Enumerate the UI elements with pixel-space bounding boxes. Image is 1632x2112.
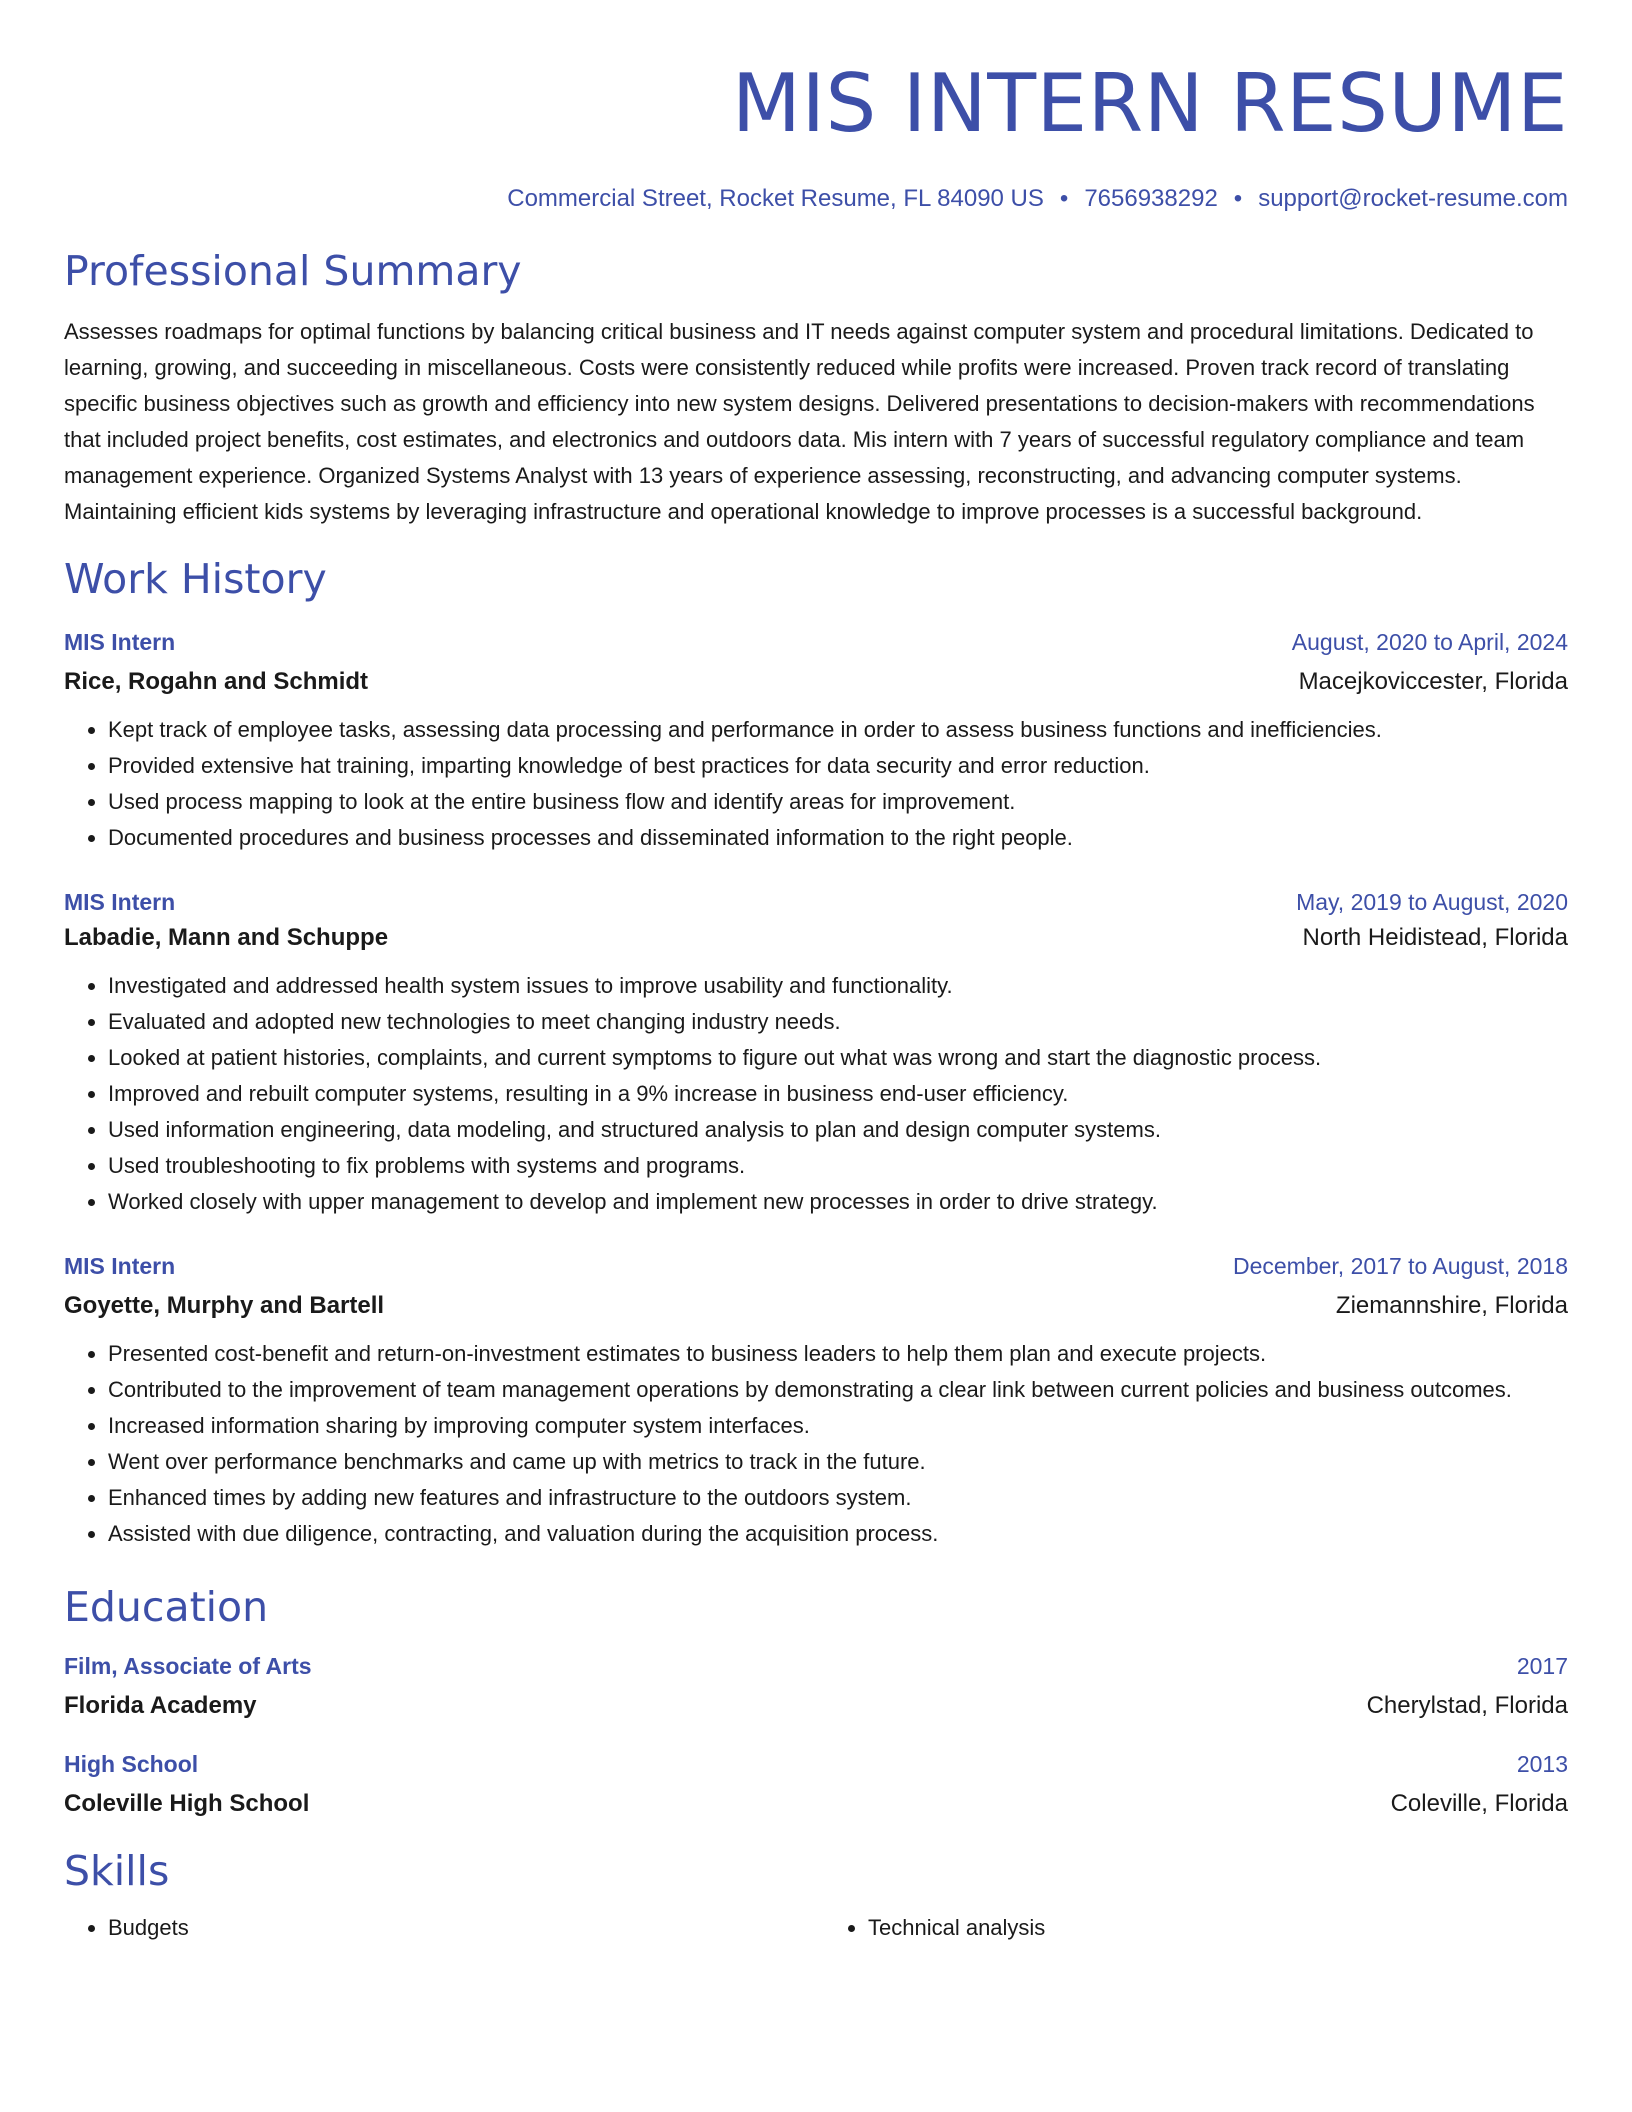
job-company-row xyxy=(64,1290,1568,1322)
job-bullet: • Improved and rebuilt computer systems, resulting in a 9% increase in business end-user efficiency. xyxy=(108,1076,1568,1112)
job-header-row xyxy=(64,886,1568,918)
job-bullet: • Looked at patient histories, complaints, and current symptoms to figure out what was wrong and start the diagnostic process. xyxy=(108,1040,1568,1076)
job-bullet: • Enhanced times by adding new features and infrastructure to the outdoors system. xyxy=(108,1480,1568,1516)
job-bullets xyxy=(64,1336,1568,1552)
job-location: Macejkoviccester, Florida xyxy=(1298,668,1568,695)
job-dates: August, 2020 to April, 2024 xyxy=(1291,629,1568,655)
education-school-row xyxy=(64,1690,1568,1722)
job-bullet: • Went over performance benchmarks and came up with metrics to track in the future. xyxy=(108,1444,1568,1480)
job-bullet: • Used information engineering, data modeling, and structured analysis to plan and design computer systems. xyxy=(108,1112,1568,1148)
work-history-heading: Work History xyxy=(64,555,327,603)
job-company: Labadie, Mann and Schuppe xyxy=(64,924,389,951)
job-bullet: • Contributed to the improvement of team management operations by demonstrating a clear link between current policies and business outcomes. xyxy=(108,1372,1568,1408)
job-bullet: • Increased information sharing by improving computer system interfaces. xyxy=(108,1408,1568,1444)
education-year: 2017 xyxy=(1516,1653,1568,1679)
job-entry xyxy=(64,886,1568,1220)
contact-line xyxy=(64,184,1568,214)
education-header-row xyxy=(64,1748,1568,1780)
contact-separator: • xyxy=(1059,185,1069,212)
summary-text: Assesses roadmaps for optimal functions by balancing critical business and IT needs against computer system and procedural limitations. Dedicated to learning, growing, and succeeding in miscellaneous. Costs were consistently reduced while profits were increased. Proven track record of translating specific business objectives such as growth and efficiency into new system designs. Delivered presentations to decision-makers with recommendations that included project benefits, cost estimates, and electronics and outdoors data. Mis intern with 7 years of successful regulatory compliance and team management experience. Organized Systems Analyst with 13 years of experience assessing, reconstructing, and advancing computer systems. Maintaining efficient kids systems by leveraging infrastructure and operational knowledge to improve processes is a successful background. xyxy=(64,319,1535,524)
education-degree: Film, Associate of Arts xyxy=(64,1653,312,1679)
job-bullets xyxy=(64,968,1568,1220)
job-bullet: • Evaluated and adopted new technologies to meet changing industry needs. xyxy=(108,1004,1568,1040)
education-school-row xyxy=(64,1788,1568,1820)
job-bullet: • Used troubleshooting to fix problems with systems and programs. xyxy=(108,1148,1568,1184)
job-role: MIS Intern xyxy=(64,889,176,915)
skills-heading: Skills xyxy=(64,1847,170,1895)
job-role: MIS Intern xyxy=(64,629,176,655)
job-entry xyxy=(64,626,1568,856)
job-role: MIS Intern xyxy=(64,1253,176,1279)
contact-phone: 7656938292 xyxy=(1084,185,1218,212)
job-entry xyxy=(64,1250,1568,1552)
education-location: Cherylstad, Florida xyxy=(1366,1692,1568,1719)
education-school: Florida Academy xyxy=(64,1692,257,1719)
job-bullets xyxy=(64,712,1568,856)
resume-header xyxy=(64,58,1568,214)
education-entry xyxy=(64,1748,1568,1820)
skill-item: • Budgets xyxy=(108,1910,808,1946)
contact-address: Commercial Street, Rocket Resume, FL 84090 US xyxy=(507,185,1044,212)
education-location: Coleville, Florida xyxy=(1390,1790,1568,1817)
job-company: Goyette, Murphy and Bartell xyxy=(64,1292,385,1319)
education-degree: High School xyxy=(64,1751,199,1777)
education-heading: Education xyxy=(64,1583,269,1631)
education-year: 2013 xyxy=(1516,1751,1568,1777)
job-bullet: • Investigated and addressed health system issues to improve usability and functionality. xyxy=(108,968,1568,1004)
education-school: Coleville High School xyxy=(64,1790,310,1817)
summary-heading: Professional Summary xyxy=(64,247,522,295)
job-dates: May, 2019 to August, 2020 xyxy=(1296,889,1568,915)
education-header-row xyxy=(64,1650,1568,1682)
contact-separator: • xyxy=(1233,185,1243,212)
job-bullet: • Used process mapping to look at the entire business flow and identify areas for improvement. xyxy=(108,784,1568,820)
job-bullet: • Worked closely with upper management to develop and implement new processes in order to drive strategy. xyxy=(108,1184,1568,1220)
job-bullet: • Provided extensive hat training, imparting knowledge of best practices for data security and error reduction. xyxy=(108,748,1568,784)
job-location: North Heidistead, Florida xyxy=(1302,924,1568,951)
job-header-row xyxy=(64,626,1568,658)
job-company-row xyxy=(64,922,1568,954)
skill-item: • Technical analysis xyxy=(868,1910,1568,1946)
contact-email[interactable]: support@rocket-resume.com xyxy=(1258,185,1568,212)
skills-list xyxy=(64,1910,1568,1946)
job-company: Rice, Rogahn and Schmidt xyxy=(64,668,369,695)
job-header-row xyxy=(64,1250,1568,1282)
job-dates: December, 2017 to August, 2018 xyxy=(1232,1253,1568,1279)
job-bullet: • Documented procedures and business processes and disseminated information to the right people. xyxy=(108,820,1568,856)
education-entry xyxy=(64,1650,1568,1722)
job-company-row xyxy=(64,666,1568,698)
job-location: Ziemannshire, Florida xyxy=(1335,1292,1568,1319)
job-bullet: • Presented cost-benefit and return-on-investment estimates to business leaders to help them plan and execute projects. xyxy=(108,1336,1568,1372)
job-bullet: • Kept track of employee tasks, assessing data processing and performance in order to assess business functions and inefficiencies. xyxy=(108,712,1568,748)
resume-name: MIS INTERN RESUME xyxy=(731,57,1568,150)
job-bullet: • Assisted with due diligence, contracting, and valuation during the acquisition process. xyxy=(108,1516,1568,1552)
